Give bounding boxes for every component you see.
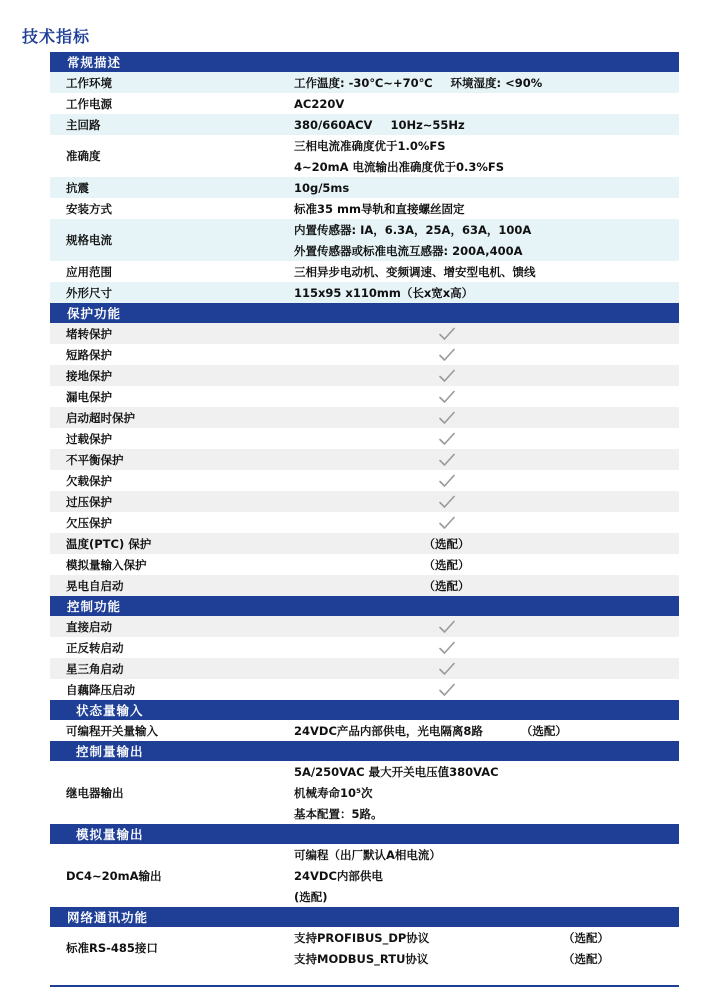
feature-label: 堵转保护 (66, 326, 112, 341)
feature-supported (287, 616, 679, 637)
section-header-control: 控制功能 (50, 596, 679, 616)
feature-label: 不平衡保护 (66, 452, 124, 467)
row-env (50, 72, 679, 93)
row-label: 规格电流 (66, 233, 112, 247)
optional-tag: （选配） (563, 930, 609, 945)
section-header-analog-output: 模拟量输出 (50, 824, 679, 844)
relay-line: 基本配置：5路。 (294, 806, 383, 821)
page-title: 技术指标 (22, 27, 91, 46)
optional-tag: （选配） (563, 951, 609, 966)
row-label: 安装方式 (66, 201, 112, 216)
protection-list (50, 323, 679, 596)
row-value: 10g/5ms (294, 180, 350, 195)
checkmark-icon (254, 411, 639, 425)
feature-label: 直接启动 (66, 619, 112, 634)
feature-supported (287, 512, 679, 533)
row-value: 三相异步电动机、变频调速、增安型电机、馈线 (294, 264, 536, 279)
row-application (50, 261, 679, 282)
row-value: 标准35 mm导轨和直接螺丝固定 (294, 201, 465, 216)
temp-range: 工作温度: -30℃~+70℃ (294, 75, 433, 90)
checkmark-icon (254, 516, 639, 530)
checkmark-icon (254, 390, 639, 404)
freq-value: 10Hz~55Hz (390, 117, 465, 132)
protocol-line (287, 927, 679, 948)
checkmark-icon (254, 495, 639, 509)
analog-line: (选配) (294, 889, 328, 904)
bottom-divider (50, 985, 679, 987)
control-list (50, 616, 679, 700)
feature-row (50, 365, 679, 386)
row-label: 标准RS-485接口 (66, 941, 158, 955)
row-dimensions (50, 282, 679, 303)
feature-row (50, 491, 679, 512)
section-header-status-input: 状态量输入 (50, 700, 679, 720)
row-current-spec (50, 219, 679, 261)
row-label: 应用范围 (66, 264, 112, 279)
section-header-protection: 保护功能 (50, 303, 679, 323)
row-label: 工作环境 (66, 75, 112, 90)
row-value (287, 72, 679, 93)
checkmark-icon (254, 662, 639, 676)
feature-row (50, 616, 679, 637)
feature-supported (287, 386, 679, 407)
row-value (287, 114, 679, 135)
checkmark-icon (254, 327, 639, 341)
protocol-name: 支持MODBUS_RTU协议 (294, 951, 429, 966)
feature-row (50, 533, 679, 554)
feature-label: 过压保护 (66, 494, 112, 509)
feature-supported (287, 470, 679, 491)
feature-label: 过载保护 (66, 431, 112, 446)
optional-tag: （选配） (423, 578, 470, 593)
accuracy-line: 三相电流准确度优于1.0%FS (294, 138, 446, 153)
row-relay-output (50, 761, 679, 824)
voltage-value: 380/660ACV (294, 117, 373, 132)
feature-supported (287, 323, 679, 344)
feature-supported (287, 491, 679, 512)
checkmark-icon (254, 348, 639, 362)
row-accuracy (50, 135, 679, 177)
feature-row (50, 679, 679, 700)
row-label: 外形尺寸 (66, 285, 112, 300)
feature-label: 启动超时保护 (66, 410, 135, 425)
row-label: 可编程开关量输入 (66, 723, 158, 738)
section-header-control-output: 控制量输出 (50, 741, 679, 761)
feature-label: 短路保护 (66, 347, 112, 362)
row-value: AC220V (294, 96, 345, 111)
checkmark-icon (254, 683, 639, 697)
spec-table (50, 52, 679, 969)
checkmark-icon (254, 453, 639, 467)
accuracy-line: 4~20mA 电流输出准确度优于0.3%FS (294, 159, 505, 174)
feature-supported (287, 365, 679, 386)
feature-label: 温度(PTC) 保护 (66, 536, 152, 551)
checkmark-icon (254, 641, 639, 655)
row-label: 抗震 (66, 180, 89, 195)
status-input-value: 24VDC产品内部供电，光电隔离8路 (294, 723, 483, 738)
row-label: 准确度 (66, 149, 101, 163)
section-header-general: 常规描述 (50, 52, 679, 72)
row-value: 115x95 x110mm（长x宽x高） (294, 285, 474, 300)
optional-tag: （选配） (423, 536, 470, 551)
feature-row (50, 344, 679, 365)
feature-supported (287, 407, 679, 428)
feature-optional (287, 575, 679, 596)
feature-supported (287, 449, 679, 470)
row-value (287, 720, 679, 741)
checkmark-icon (254, 474, 639, 488)
row-label: 主回路 (66, 117, 101, 132)
feature-label: 接地保护 (66, 368, 112, 383)
protocol-name: 支持PROFIBUS_DP协议 (294, 930, 430, 945)
feature-optional (287, 533, 679, 554)
feature-row (50, 575, 679, 596)
feature-row (50, 512, 679, 533)
feature-row (50, 386, 679, 407)
feature-supported (287, 637, 679, 658)
row-main-circuit (50, 114, 679, 135)
protocol-line (287, 948, 679, 969)
feature-label: 正反转启动 (66, 640, 124, 655)
section-header-network: 网络通讯功能 (50, 907, 679, 927)
current-spec-line: 外置传感器或标准电流互感器: 200A,400A (294, 243, 523, 258)
checkmark-icon (254, 620, 639, 634)
row-install (50, 198, 679, 219)
feature-row (50, 428, 679, 449)
relay-line: 5A/250VAC 最大开关电压值380VAC (294, 764, 499, 779)
row-status-input (50, 720, 679, 741)
row-power (50, 93, 679, 114)
feature-row (50, 637, 679, 658)
feature-row (50, 449, 679, 470)
feature-supported (287, 658, 679, 679)
feature-row (50, 554, 679, 575)
relay-line: 机械寿命10⁵次 (294, 785, 373, 800)
feature-supported (287, 344, 679, 365)
feature-label: 模拟量输入保护 (66, 557, 147, 572)
current-spec-line: 内置传感器: IA，6.3A，25A，63A，100A (294, 222, 532, 237)
analog-line: 可编程（出厂默认A相电流） (294, 847, 441, 862)
feature-row (50, 323, 679, 344)
feature-label: 欠载保护 (66, 473, 112, 488)
humidity-range: 环境湿度: <90% (450, 75, 543, 90)
feature-label: 星三角启动 (66, 661, 124, 676)
feature-supported (287, 428, 679, 449)
feature-optional (287, 554, 679, 575)
feature-row (50, 658, 679, 679)
feature-label: 自藕降压启动 (66, 682, 135, 697)
feature-label: 晃电自启动 (66, 578, 124, 593)
analog-line: 24VDC内部供电 (294, 868, 383, 883)
feature-label: 欠压保护 (66, 515, 112, 530)
optional-tag: （选配） (520, 723, 567, 738)
optional-tag: （选配） (423, 557, 470, 572)
row-label: 工作电源 (66, 96, 112, 111)
feature-row (50, 407, 679, 428)
checkmark-icon (254, 432, 639, 446)
checkmark-icon (254, 369, 639, 383)
feature-supported (287, 679, 679, 700)
row-label: DC4~20mA输出 (66, 868, 162, 883)
row-rs485 (50, 927, 679, 969)
feature-label: 漏电保护 (66, 389, 112, 404)
row-label: 继电器输出 (66, 785, 124, 800)
feature-row (50, 470, 679, 491)
row-analog-output (50, 844, 679, 907)
row-vibration (50, 177, 679, 198)
